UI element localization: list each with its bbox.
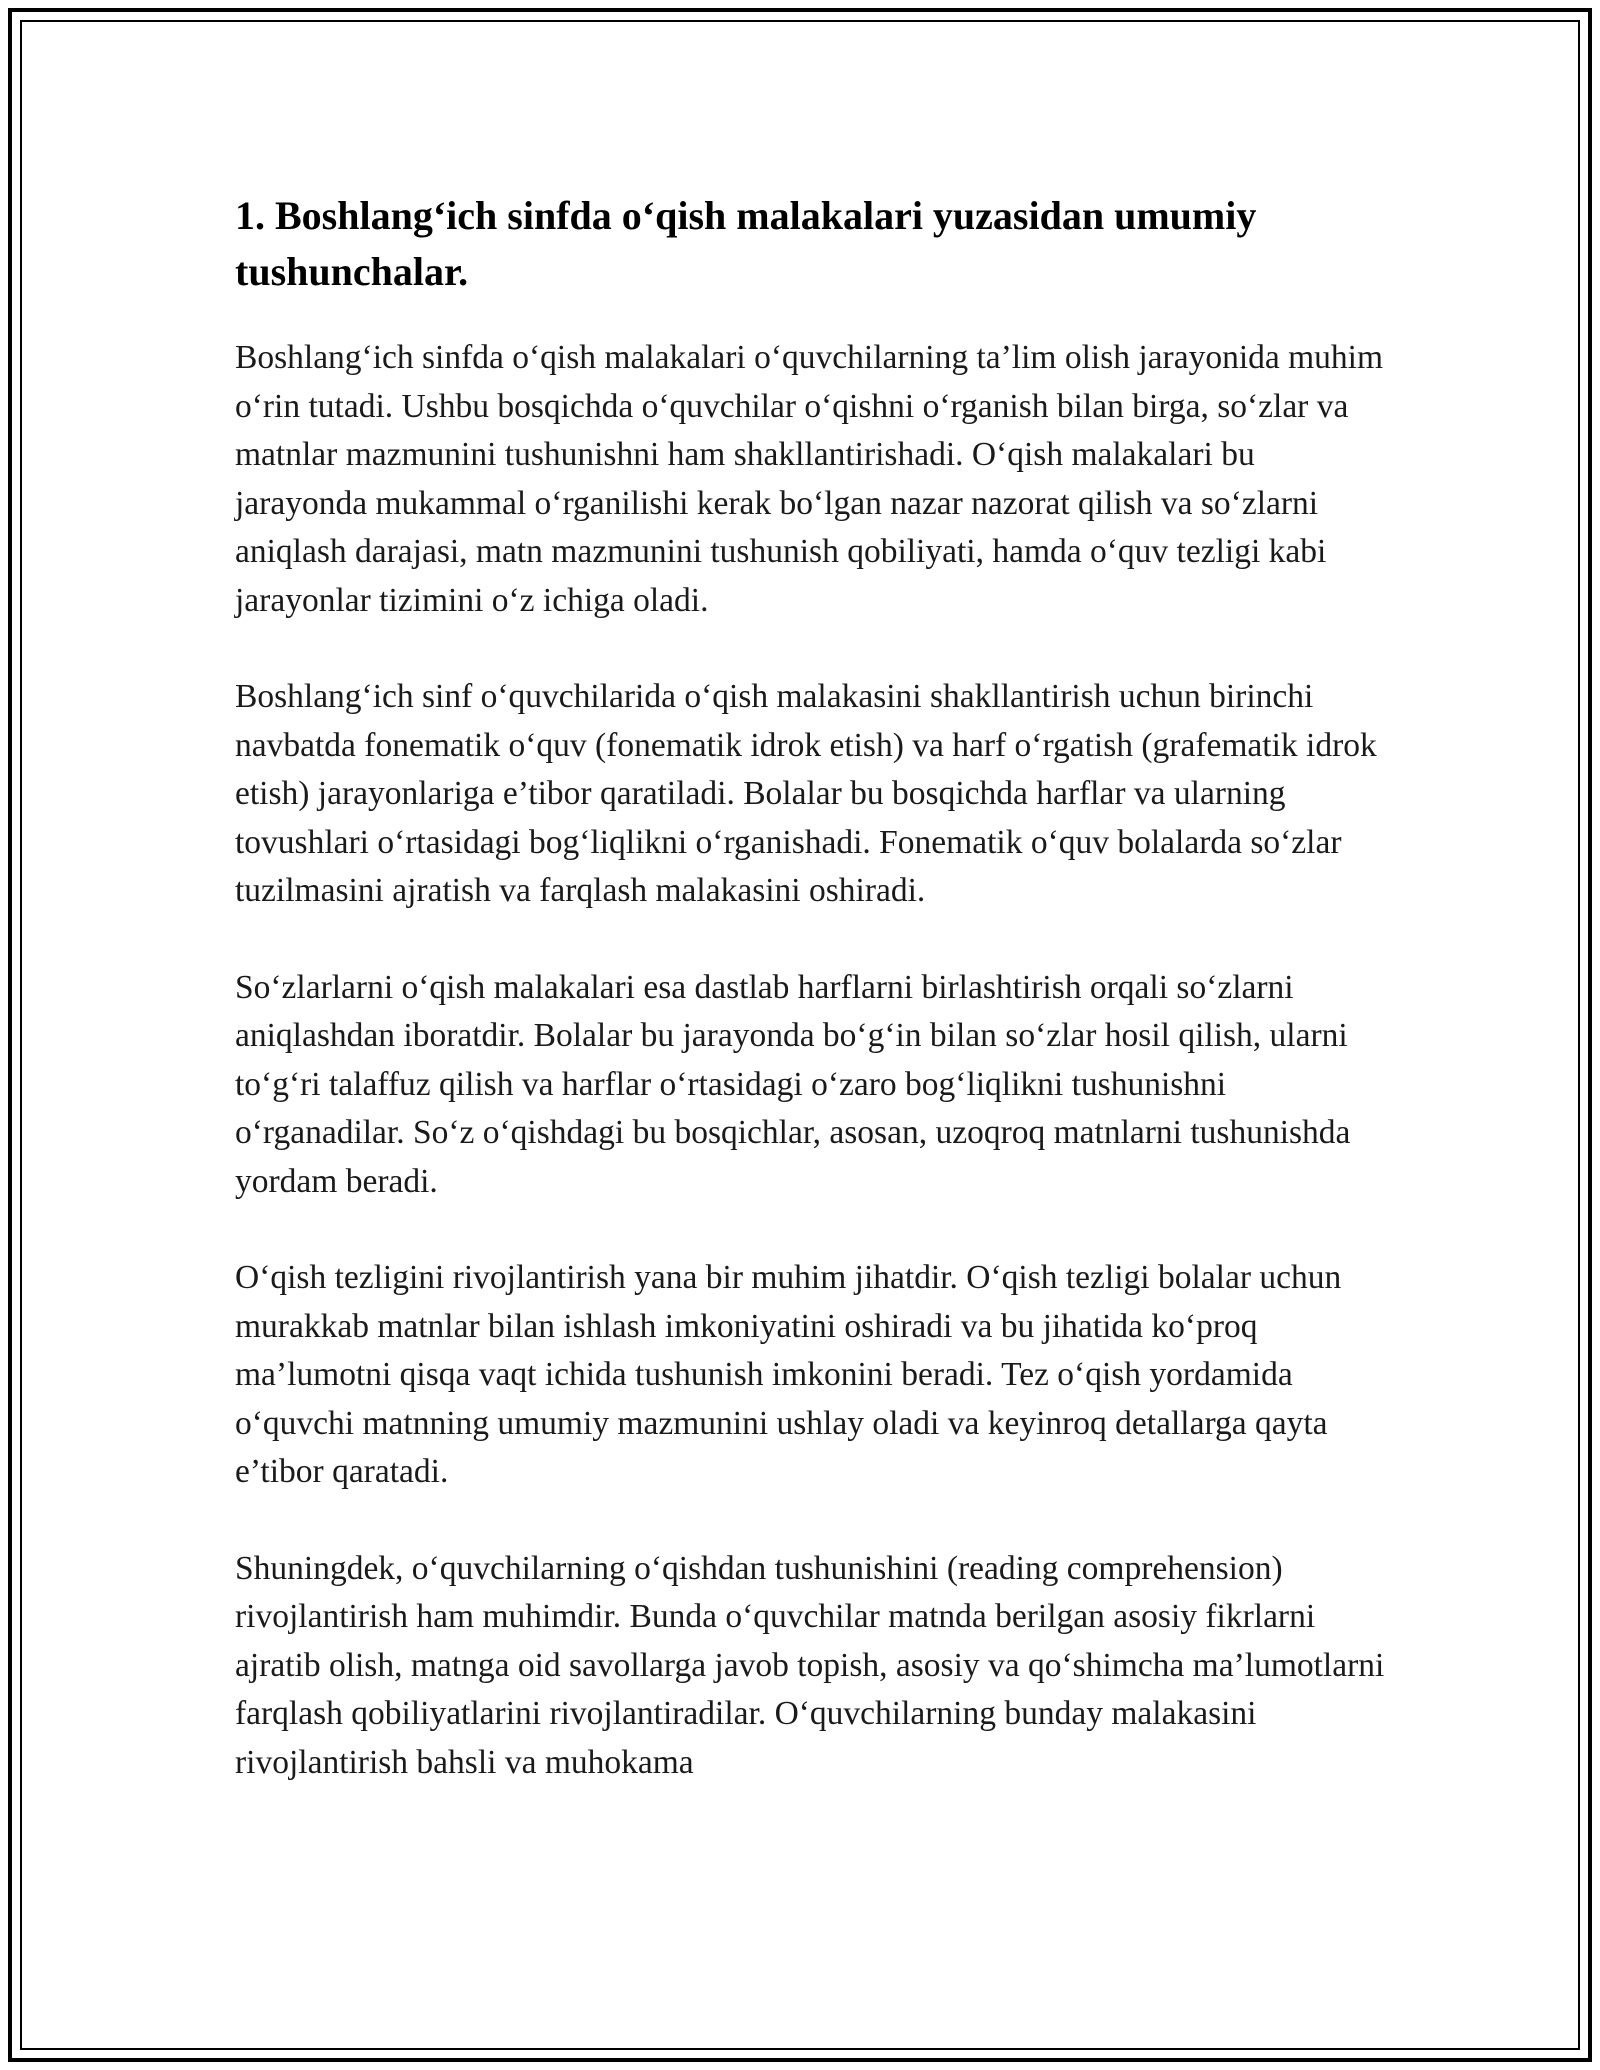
paragraph: O‘qish tezligini rivojlantirish yana bir muhim jihatdir. O‘qish tezligi bolalar uchun murakkab matnlar bilan ishlash imkoniyatini oshiradi va bu jihatida ko‘proq ma’lumotni qisqa vaqt ichida tushunish imkonini beradi. Tez o‘qish yordamida o‘quvchi matnning umumiy mazmunini ushlay oladi va keyinroq detallarga qayta e’tibor qaratadi. <box>235 1259 1342 1490</box>
section-heading: 1. Boshlang‘ich sinfda o‘qish malakalari yuzasidan umumiy tushunchalar. <box>235 193 1257 294</box>
paragraph: Boshlang‘ich sinfda o‘qish malakalari o‘quvchilarning ta’lim olish jarayonida muhim o‘rin tutadi. Ushbu bosqichda o‘quvchilar o‘qishni o‘rganish bilan birga, so‘zlar va matnlar mazmunini tushunishni ham shakllantirishadi. O‘qish malakalari bu jarayonda mukammal o‘rganilishi kerak bo‘lgan nazar nazorat qilish va so‘zlarni aniqlash darajasi, matn mazmunini tushunish qobiliyati, hamda o‘quv tezligi kabi jarayonlar tizimini o‘z ichiga oladi. <box>235 339 1384 619</box>
paragraph: Shuningdek, o‘quvchilarning o‘qishdan tushunishini (reading comprehension) rivojlantirish ham muhimdir. Bunda o‘quvchilar matnda berilgan asosiy fikrlarni ajratib olish, matnga oid savollarga javob topish, asosiy va qo‘shimcha ma’lumotlarni farqlash qobiliyatlarini rivojlantiradilar. O‘quvchilarning bunday malakasini rivojlantirish bahsli va muhokama <box>235 1549 1385 1781</box>
document-body <box>235 188 1385 1835</box>
paragraph: Boshlang‘ich sinf o‘quvchilarida o‘qish malakasini shakllantirish uchun birinchi navbatda fonematik o‘quv (fonematik idrok etish) va harf o‘rgatish (grafematik idrok etish) jarayonlariga e’tibor qaratiladi. Bolalar bu bosqichda harflar va ularning tovushlari o‘rtasidagi bog‘liqlikni o‘rganishadi. Fonematik o‘quv bolalarda so‘zlar tuzilmasini ajratish va farqlash malakasini oshiradi. <box>235 678 1377 909</box>
paragraph: So‘zlarlarni o‘qish malakalari esa dastlab harflarni birlashtirish orqali so‘zlarni aniqlashdan iboratdir. Bolalar bu jarayonda bo‘g‘in bilan so‘zlar hosil qilish, ularni to‘g‘ri talaffuz qilish va harflar o‘rtasidagi o‘zaro bog‘liqlikni tushunishni o‘rganadilar. So‘z o‘qishdagi bu bosqichlar, asosan, uzoqroq matnlarni tushunishda yordam beradi. <box>235 968 1351 1200</box>
